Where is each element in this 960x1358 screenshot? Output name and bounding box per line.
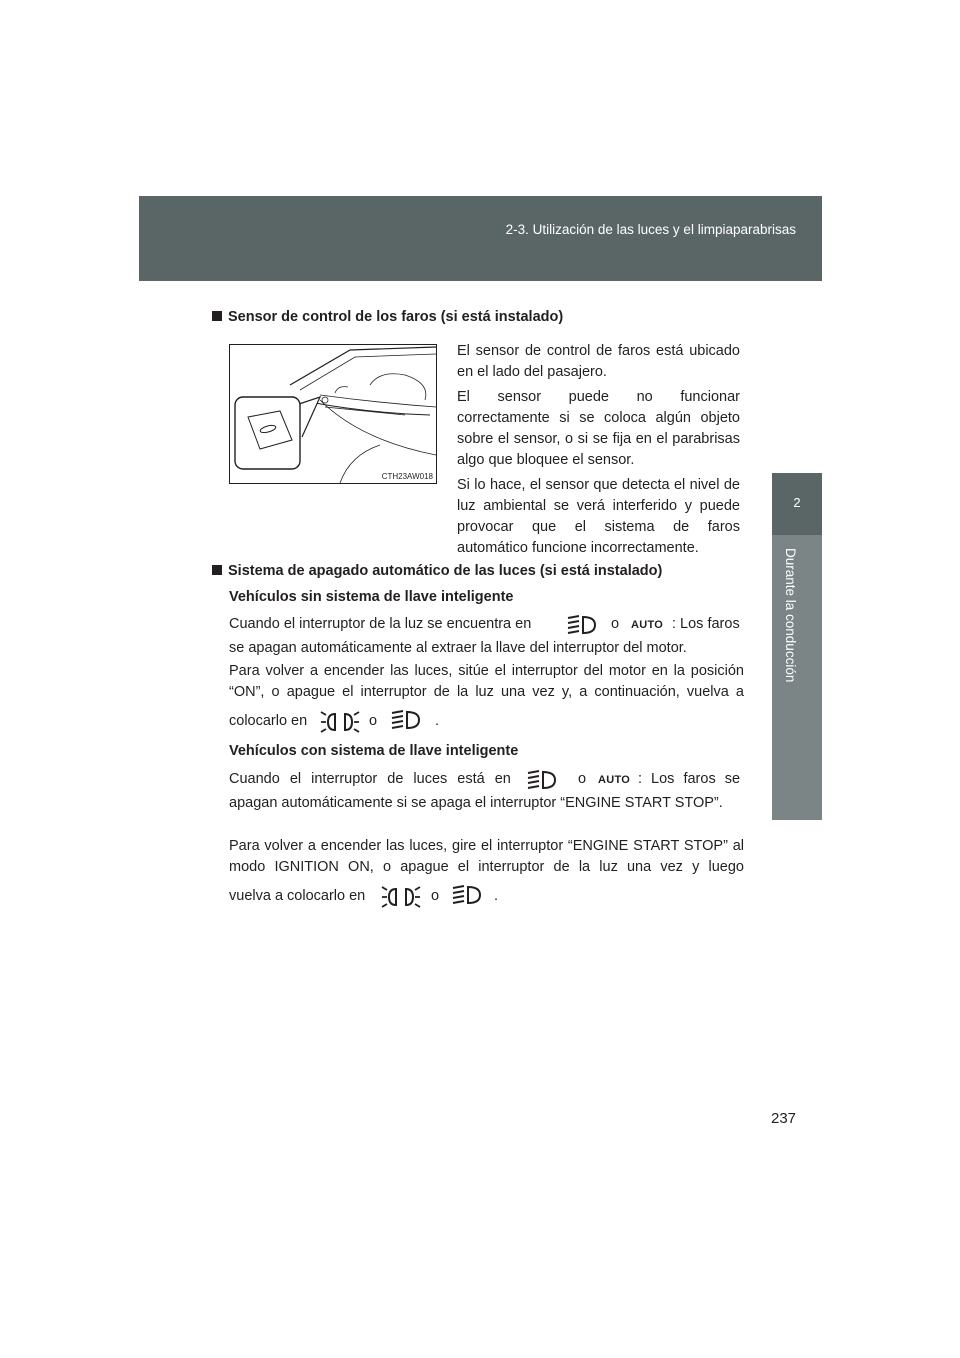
text-fragment: se apagan automáticamente al extraer la llave del interruptor del motor. [229,640,687,656]
auto-label: AUTO [598,774,631,786]
text-fragment: : Los faros se [638,771,741,787]
text-fragment: o [369,713,378,729]
sensor-illustration [229,344,437,484]
text-fragment: . [435,713,440,729]
bullet-square-icon [212,565,222,575]
parking-light-icon [381,884,421,910]
parking-light-icon [320,709,360,735]
headlight-icon [450,884,484,906]
subsection-title-no-smart-key: Vehículos sin sistema de llave inteligente [229,589,514,605]
subsection-title-smart-key: Vehículos con sistema de llave inteligente [229,743,519,759]
text-fragment: o [431,888,440,904]
smart-key-paragraph-2: Para volver a encender las luces, gire el interruptor “ENGINE START STOP” al modo IGNITION ON, o apague el interruptor de la luz una vez y luego [229,838,744,875]
chapter-tab [772,473,822,535]
windshield-sensor-drawing [230,345,436,483]
headlight-icon [565,614,599,636]
chapter-header-bar [139,196,822,281]
section-heading-text: Sistema de apagado automático de las luces (si está instalado) [228,563,663,579]
text-fragment: vuelva a colocarlo en [229,888,366,904]
text-fragment: Cuando el interruptor de luces está en [229,771,511,787]
text-fragment: colocarlo en [229,713,308,729]
section-header-title: 2-3. Utilización de las luces y el limpiaparabrisas [505,222,796,237]
section-heading-auto-off [212,563,662,579]
parking-light-icon [320,709,360,735]
smart-key-line-1 [229,769,514,790]
text-fragment: o [611,616,620,632]
headlight-icon [389,709,423,731]
bullet-square-icon [212,311,222,321]
page-number: 237 [771,1110,797,1127]
figure-code: CTH23AW018 [381,472,433,481]
auto-icon [598,769,630,791]
chapter-label: Durante la conducción [783,548,798,683]
chapter-number: 2 [793,495,801,510]
text-fragment: o [578,771,587,787]
parking-light-icon [381,884,421,910]
sensor-paragraph-3: Si lo hace, el sensor que detecta el nivel de luz ambiental se verá interferido y puede provocar que el sistema de faros automático funcione incorrectamente. [457,477,740,556]
sensor-paragraph-1: El sensor de control de faros está ubicado en el lado del pasajero. [457,343,740,380]
headlight-icon [525,769,559,791]
section-heading-sensor [212,309,563,325]
sensor-paragraph-2: El sensor puede no funcionar correctamente si se coloca algún objeto sobre el sensor, o si se fija en el parabrisas algo que bloquee el sensor. [457,389,740,468]
headlight-icon [389,709,423,731]
section-heading-text: Sensor de control de los faros (si está instalado) [228,309,564,325]
text-fragment: Cuando el interruptor de la luz se encuentra en [229,616,532,632]
smart-key-line-2: apagan automáticamente si se apaga el interruptor “ENGINE START STOP”. [229,795,723,811]
headlight-icon [525,769,559,791]
auto-label: AUTO [631,619,664,631]
headlight-icon [450,884,484,906]
headlight-icon [565,614,599,636]
auto-icon [631,614,663,636]
no-smart-key-line-1 [229,614,531,635]
text-fragment: . [494,888,499,904]
no-smart-key-paragraph-2: Para volver a encender las luces, sitúe el interruptor del motor en la posición “ON”, o apague el interruptor de la luz una vez y, a continuación, vuelva a [229,663,744,700]
text-fragment: : Los faros [672,616,740,632]
